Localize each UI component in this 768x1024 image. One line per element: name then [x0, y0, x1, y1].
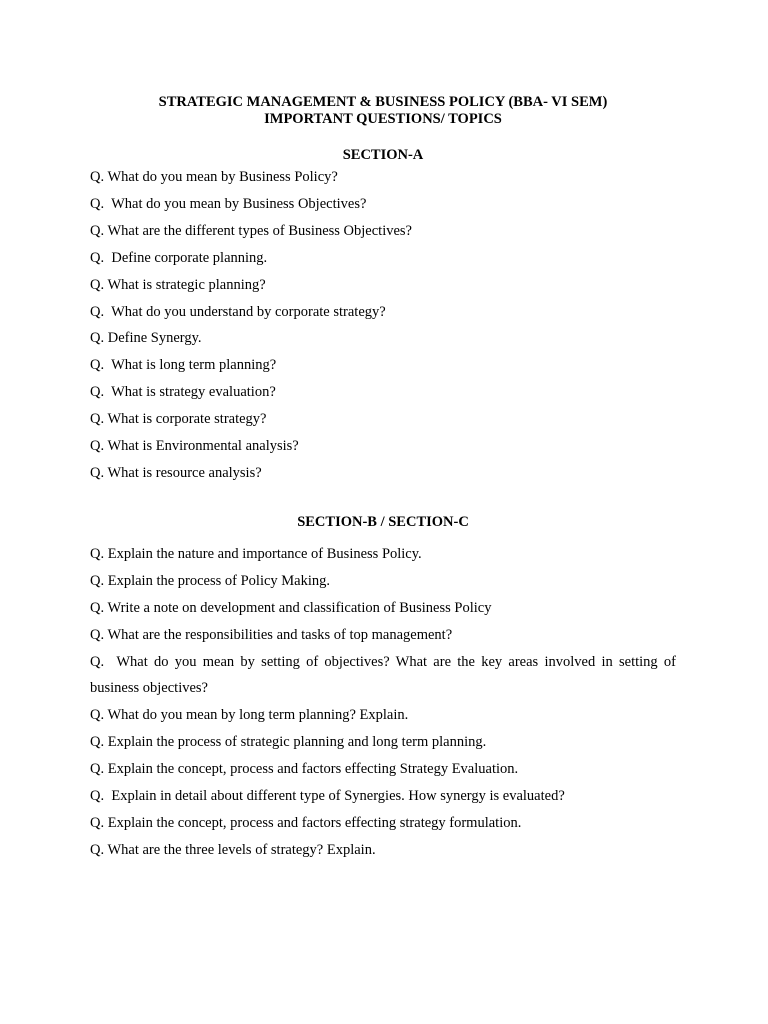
section-bc-question: Q. What do you mean by long term planning? Explain. [90, 707, 409, 724]
section-a-heading: SECTION-A [342, 147, 424, 163]
section-bc-question: Q. Explain the process of Policy Making. [90, 572, 331, 589]
section-bc-question: Q. Explain the process of strategic planning and long term planning. [90, 734, 487, 751]
section-bc-question: Q. What are the three levels of strategy? Explain. [90, 841, 376, 858]
section-a-question: Q. What is corporate strategy? [90, 411, 267, 428]
section-a-question: Q. Define corporate planning. [90, 249, 268, 266]
section-a-question: Q. What is strategy evaluation? [90, 384, 276, 401]
section-bc-question: Q. Write a note on development and classification of Business Policy [90, 599, 492, 616]
section-bc-question: Q. What do you mean by setting of objectives? What are the key areas involved in setting of business objectives? [90, 653, 680, 697]
section-a-question: Q. What do you understand by corporate strategy? [90, 303, 386, 320]
section-a-question: Q. What is long term planning? [90, 357, 277, 374]
section-a-question-list [90, 164, 676, 487]
section-bc-question-list [90, 541, 680, 864]
section-bc-question: Q. Explain the concept, process and factors effecting strategy formulation. [90, 814, 522, 831]
section-a-question: Q. What are the different types of Business Objectives? [90, 222, 412, 239]
section-a-question: Q. What do you mean by Business Policy? [90, 169, 338, 185]
section-bc-question: Q. Explain the concept, process and factors effecting Strategy Evaluation. [90, 761, 519, 778]
section-a-question: Q. What is strategic planning? [90, 276, 266, 293]
section-bc-question: Q. Explain in detail about different type of Synergies. How synergy is evaluated? [90, 788, 565, 805]
document-title-line-2: IMPORTANT QUESTIONS/ TOPICS [264, 111, 502, 127]
section-a-question: Q. What is Environmental analysis? [90, 438, 299, 455]
section-a-question: Q. What do you mean by Business Objectives? [90, 195, 367, 212]
section-bc-question: Q. What are the responsibilities and tasks of top management? [90, 626, 453, 643]
document-title-line-1: STRATEGIC MANAGEMENT & BUSINESS POLICY (BBA- VI SEM) [158, 94, 608, 110]
section-a-question: Q. Define Synergy. [90, 330, 202, 347]
document-page [90, 94, 680, 864]
section-bc-heading: SECTION-B / SECTION-C [297, 513, 469, 530]
section-a-question: Q. What is resource analysis? [90, 464, 262, 481]
section-bc-question: Q. Explain the nature and importance of Business Policy. [90, 545, 422, 562]
